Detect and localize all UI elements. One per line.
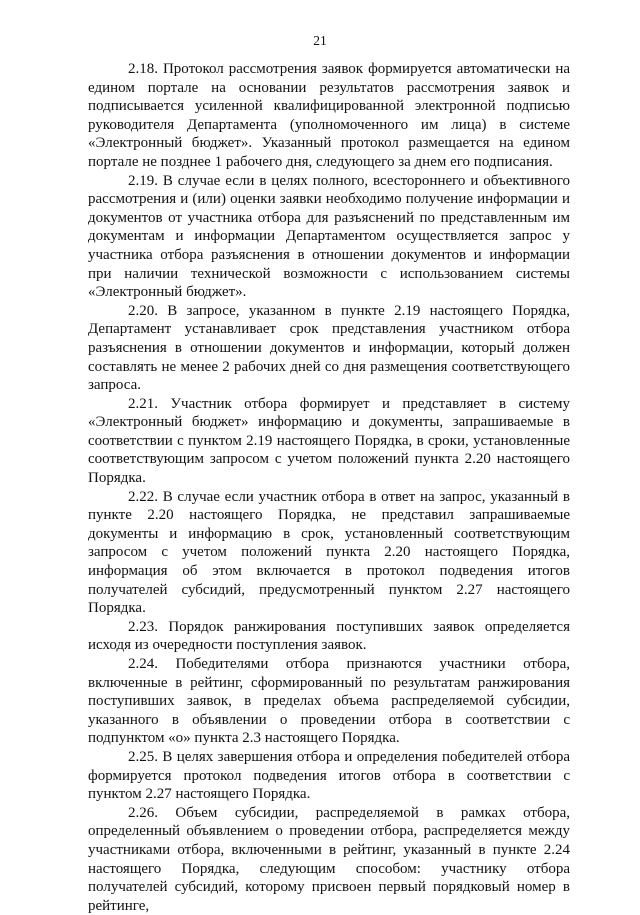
paragraph-2-23: 2.23. Порядок ранжирования поступивших заявок определяется исходя из очередности поступления заявок. <box>88 618 570 654</box>
document-body <box>88 60 570 915</box>
paragraph-2-18: 2.18. Протокол рассмотрения заявок формируется автоматически на едином портале на основании результатов рассмотрения заявок и подписывается усиленной квалифицированной электронной подписью руководителя Департамента (уполномоченного им лица) в системе «Электронный бюджет». Указанный протокол размещается на едином портале не позднее 1 рабочего дня, следующего за днем его подписания. <box>88 61 570 170</box>
paragraph-2-21: 2.21. Участник отбора формирует и представляет в систему «Электронный бюджет» информацию и документы, запрашиваемые в соответствии с пунктом 2.19 настоящего Порядка, в сроки, установленные соответствующим запросом с учетом положений пункта 2.20 настоящего Порядка. <box>88 395 570 487</box>
page-number: 21 <box>313 33 327 48</box>
paragraph-2-22: 2.22. В случае если участник отбора в ответ на запрос, указанный в пункте 2.20 настоящего Порядка, не представил запрашиваемые документы и информацию в срок, установленный соответствующим запросом с учетом положений пункта 2.20 настоящего Порядка, информация об этом включается в протокол подведения итогов получателей субсидий, предусмотренный пунктом 2.27 настоящего Порядка. <box>88 488 570 617</box>
paragraph-2-25: 2.25. В целях завершения отбора и определения победителей отбора формируется протокол подведения итогов отбора в соответствии с пунктом 2.27 настоящего Порядка. <box>88 748 570 803</box>
paragraph-2-20: 2.20. В запросе, указанном в пункте 2.19 настоящего Порядка, Департамент устанавливает срок представления участником отбора разъяснения в отношении документов и информации, который должен составлять не менее 2 рабочих дней со дня размещения соответствующего запроса. <box>88 302 570 394</box>
paragraph-2-24: 2.24. Победителями отбора признаются участники отбора, включенные в рейтинг, сформированный по результатам ранжирования поступивших заявок, в пределах объема распределяемой субсидии, указанного в объявлении о проведении отбора в соответствии с подпунктом «о» пункта 2.3 настоящего Порядка. <box>88 656 570 747</box>
paragraph-2-26: 2.26. Объем субсидии, распределяемой в рамках отбора, определенный объявлением о проведении отбора, распределяется между участниками отбора, включенными в рейтинг, указанный в пункте 2.24 настоящего Порядка, следующим способом: участнику отбора получателей субсидий, которому присвоен первый порядковый номер в рейтинге, <box>88 804 570 914</box>
paragraph-2-19: 2.19. В случае если в целях полного, всестороннего и объективного рассмотрения и (или) оценки заявки необходимо получение информации и документов от участника отбора для разъяснений по представленным им документам и информации Департаментом осуществляется запрос у участника отбора разъяснения в отношении документов и информации при наличии технической возможности с использованием системы «Электронный бюджет». <box>88 172 570 301</box>
